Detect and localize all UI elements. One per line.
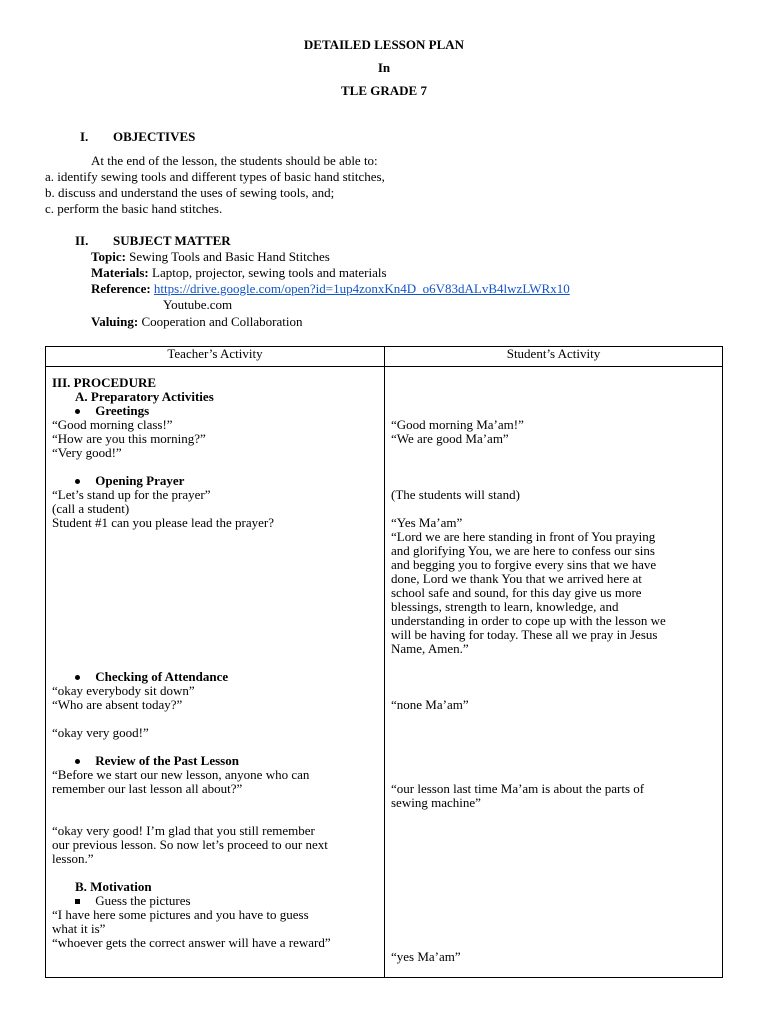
teacher-column-header: Teacher’s Activity — [167, 346, 263, 361]
objectives-heading: OBJECTIVES — [113, 129, 196, 144]
preparatory-heading: A. Preparatory Activities — [75, 389, 214, 404]
student-line: will be having for today. These all we pray in Jesus — [391, 627, 658, 642]
student-line: sewing machine” — [391, 795, 481, 810]
student-line: “our lesson last time Ma’am is about the parts of — [391, 781, 645, 796]
bullet-icon — [75, 675, 80, 680]
student-line: “Good morning Ma’am!” — [391, 417, 524, 432]
materials-value: Laptop, projector, sewing tools and materials — [152, 265, 387, 280]
attendance-label: Checking of Attendance — [95, 669, 229, 684]
topic-value: Sewing Tools and Basic Hand Stitches — [129, 249, 330, 264]
materials-label: Materials: — [91, 265, 149, 280]
teacher-line: “Very good!” — [52, 445, 122, 460]
table-column-divider — [384, 346, 385, 978]
topic-label: Topic: — [91, 249, 126, 264]
bullet-icon — [75, 759, 80, 764]
teacher-line: “okay everybody sit down” — [52, 683, 195, 698]
student-line: “none Ma’am” — [391, 697, 469, 712]
student-line: (The students will stand) — [391, 487, 520, 502]
student-line: blessings, strength to learn, knowledge, and — [391, 599, 619, 614]
teacher-line: “okay very good! I’m glad that you still remember — [52, 823, 315, 838]
student-line: Name, Amen.” — [391, 641, 469, 656]
doc-in: In — [377, 60, 391, 75]
review-label: Review of the Past Lesson — [95, 753, 239, 768]
valuing-value: Cooperation and Collaboration — [141, 314, 303, 329]
student-line: and glorifying You, we are here to confess our sins — [391, 543, 655, 558]
table-left-border — [45, 346, 46, 978]
subject-heading: SUBJECT MATTER — [113, 233, 231, 248]
procedure-heading: III. PROCEDURE — [52, 375, 157, 390]
greetings-label: Greetings — [95, 403, 150, 418]
student-line: “Lord we are here standing in front of You praying — [391, 529, 656, 544]
student-line: “Yes Ma’am” — [391, 515, 463, 530]
teacher-line: (call a student) — [52, 501, 130, 516]
teacher-line: “How are you this morning?” — [52, 431, 206, 446]
teacher-line: what it is” — [52, 921, 106, 936]
table-right-border — [722, 346, 723, 978]
student-line: “We are good Ma’am” — [391, 431, 509, 446]
objectives-intro: At the end of the lesson, the students should be able to: — [91, 153, 378, 168]
teacher-line: our previous lesson. So now let’s proceed to our next — [52, 837, 328, 852]
student-column-header: Student’s Activity — [506, 346, 601, 361]
square-bullet-icon — [75, 899, 80, 904]
objective-item: c. perform the basic hand stitches. — [45, 201, 223, 216]
teacher-line: “whoever gets the correct answer will have a reward” — [52, 935, 331, 950]
guess-label: Guess the pictures — [95, 893, 191, 908]
objectives-number: I. — [80, 129, 89, 144]
teacher-line: “Let’s stand up for the prayer” — [52, 487, 211, 502]
subject-number: II. — [75, 233, 89, 248]
reference-link[interactable]: https://drive.google.com/open?id=1up4zonxKn4D_o6V83dALvB4lwzLWRx10 — [153, 281, 570, 296]
bullet-icon — [75, 409, 80, 414]
doc-title: DETAILED LESSON PLAN — [303, 37, 465, 52]
student-line: and begging you to forgive every sins that we have — [391, 557, 657, 572]
prayer-label: Opening Prayer — [95, 473, 185, 488]
student-line: school safe and sound, for this day give us more — [391, 585, 642, 600]
motivation-heading: B. Motivation — [75, 879, 152, 894]
materials-line — [91, 265, 387, 281]
topic-line — [91, 249, 330, 265]
objective-item: b. discuss and understand the uses of sewing tools, and; — [45, 185, 335, 200]
reference-youtube: Youtube.com — [163, 297, 233, 312]
objective-item: a. identify sewing tools and different types of basic hand stitches, — [45, 169, 385, 184]
teacher-line: lesson.” — [52, 851, 94, 866]
teacher-line: remember our last lesson all about?” — [52, 781, 243, 796]
student-line: understanding in order to cope up with the lesson we — [391, 613, 666, 628]
bullet-icon — [75, 479, 80, 484]
teacher-line: Student #1 can you please lead the prayer? — [52, 515, 274, 530]
reference-line — [91, 281, 570, 297]
teacher-line: “Good morning class!” — [52, 417, 173, 432]
doc-grade: TLE GRADE 7 — [341, 83, 427, 98]
teacher-line: “Before we start our new lesson, anyone who can — [52, 767, 310, 782]
teacher-line: “I have here some pictures and you have to guess — [52, 907, 309, 922]
teacher-line: “okay very good!” — [52, 725, 149, 740]
student-line: done, Lord we thank You that we arrived here at — [391, 571, 642, 586]
reference-label: Reference: — [91, 281, 151, 296]
valuing-label: Valuing: — [91, 314, 139, 329]
teacher-line: “Who are absent today?” — [52, 697, 183, 712]
valuing-line — [91, 314, 303, 330]
student-line: “yes Ma’am” — [391, 949, 461, 964]
